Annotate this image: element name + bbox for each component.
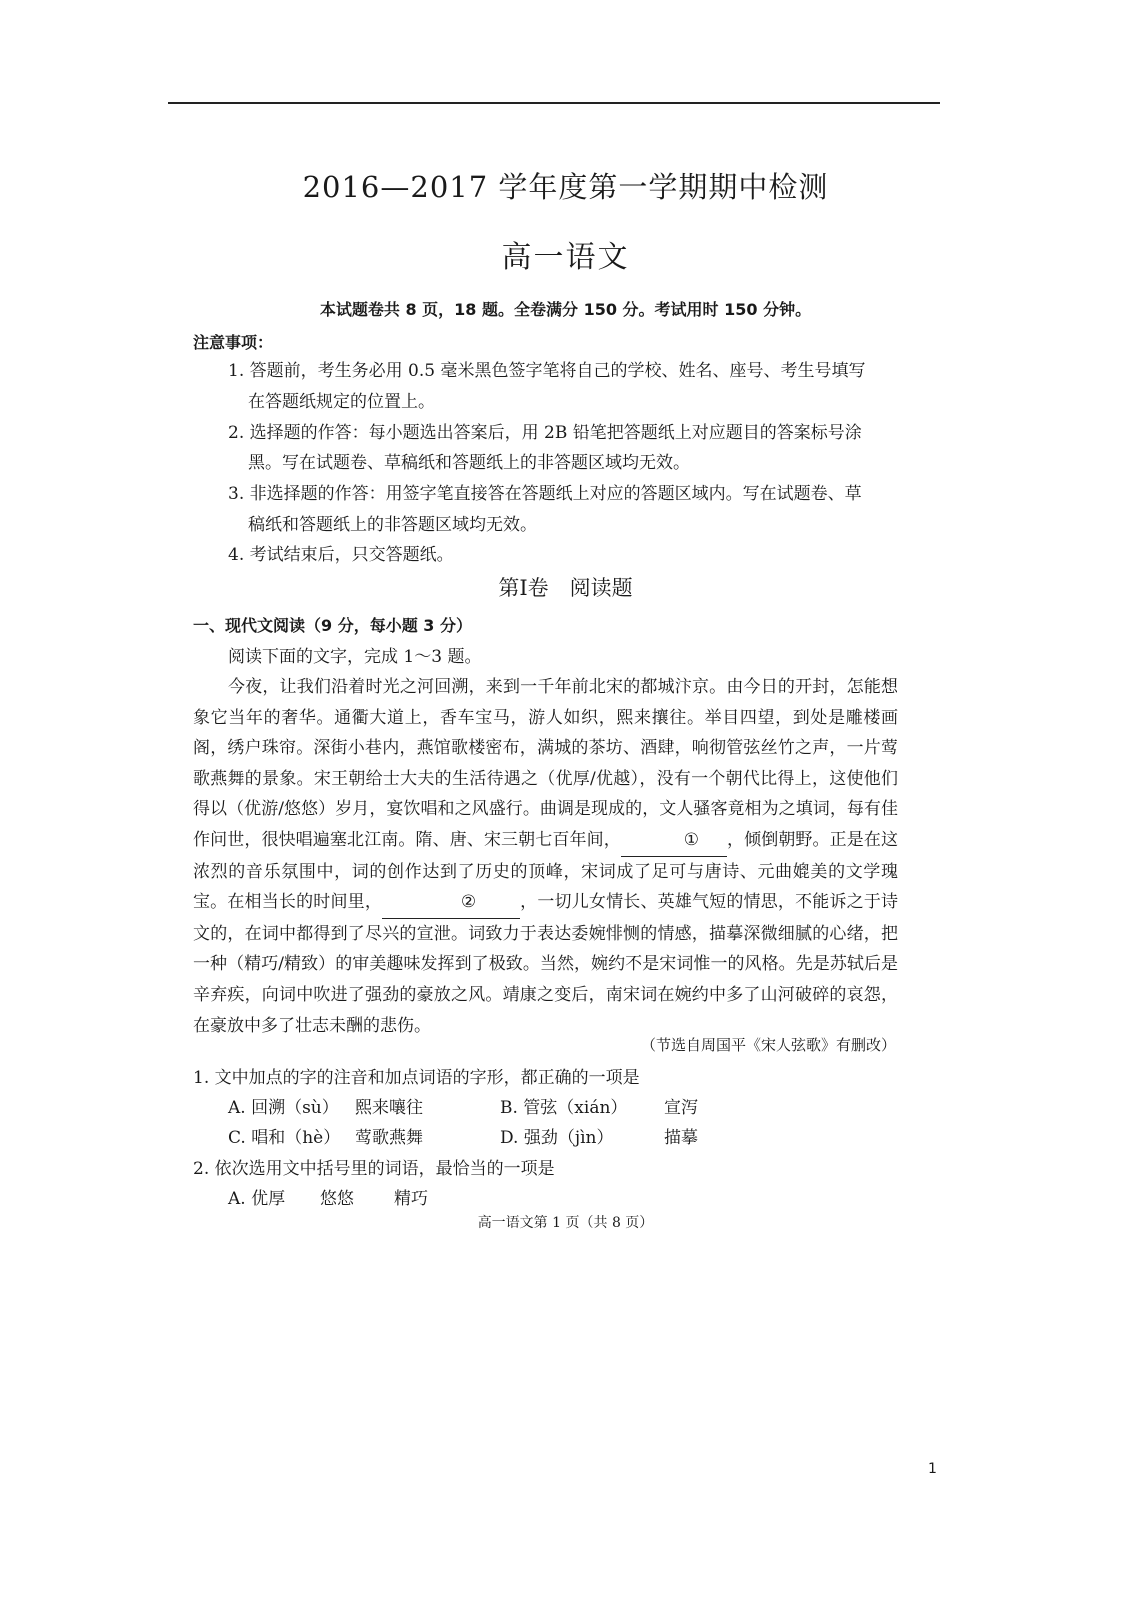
page-number: 1: [928, 1461, 937, 1477]
top-rule: [168, 102, 940, 104]
q1-option-d-word: 描摹: [664, 1128, 698, 1148]
passage-source: （节选自周国平《宋人弦歌》有删改）: [640, 1036, 896, 1054]
q1-option-a-label: A. 回溯（sù）: [228, 1098, 339, 1118]
q1-option-c-label: C. 唱和（hè）: [228, 1128, 341, 1148]
blank-2: ②: [382, 887, 520, 919]
question-2-stem: 2. 依次选用文中括号里的词语，最恰当的一项是: [193, 1159, 555, 1179]
passage-part-c: ，一切儿女情长、英雄气短的情思，不能诉之于诗文的，在词中都得到了尽兴的宣泄。词致力于表达委婉悱恻的情感，描摹深微细腻的心绪，把一种（精巧/精致）的审美趣味发挥到了极致。当然，婉约不是宋词惟一的风格。先是苏轼后是辛弃疾，向词中吹进了强劲的豪放之风。靖康之变后，南宋词在婉约中多了山河破碎的哀怨，在豪放中多了壮志未酬的悲伤。: [193, 892, 898, 1036]
notice-item-4: 4. 考试结束后，只交答题纸。: [228, 545, 454, 565]
passage-part-b: ，倾倒朝野。正是在这浓烈的音乐氛围中，词的创作达到了历史的顶峰，宋词成了足可与唐诗、元曲媲美的文学瑰宝。在相当长的时间里，: [193, 829, 899, 913]
q1-option-b-word: 宣泻: [664, 1098, 698, 1118]
notice-item-1-cont: 在答题纸规定的位置上。: [248, 392, 435, 412]
question-1-stem: 1. 文中加点的字的注音和加点词语的字形，都正确的一项是: [193, 1068, 640, 1088]
q1-option-b-label: B. 管弦（xián）: [500, 1098, 628, 1118]
exam-intro: 本试题卷共 8 页，18 题。全卷满分 150 分。考试用时 150 分钟。: [319, 300, 812, 319]
q2-option-a-word-2: 悠悠: [320, 1189, 354, 1209]
page-footer: 高一语文第 1 页（共 8 页）: [477, 1215, 654, 1231]
q2-option-a-word-3: 精巧: [394, 1189, 428, 1209]
part1-heading: 一、现代文阅读（9 分，每小题 3 分）: [193, 616, 472, 635]
exam-title: 2016—2017 学年度第一学期期中检测: [302, 170, 829, 204]
section-title: 第Ⅰ卷 阅读题: [498, 576, 633, 600]
subject-title: 高一语文: [501, 240, 630, 275]
reading-instruction: 阅读下面的文字，完成 1～3 题。: [228, 647, 482, 667]
notice-item-2: 2. 选择题的作答：每小题选出答案后，用 2B 铅笔把答题纸上对应题目的答案标号涂: [228, 423, 862, 443]
passage-part-a: 今夜，让我们沿着时光之河回溯，来到一千年前北宋的都城汴京。由今日的开封，怎能想象它当年的奢华。通衢大道上，香车宝马，游人如织，熙来攘往。举目四望，到处是雕楼画阁，绣户珠帘。深街小巷内，燕馆歌楼密布，满城的茶坊、酒肆，响彻管弦丝竹之声，一片莺歌燕舞的景象。宋王朝给士大夫的生活待遇之（优厚/优越），没有一个朝代比得上，这使他们得以（优游/悠悠）岁月，宴饮唱和之风盛行。曲调是现成的，文人骚客竟相为之填词，每有佳作问世，很快唱遍塞北江南。隋、唐、宋三朝七百年间，: [193, 677, 898, 850]
q2-option-a-label: A. 优厚: [228, 1189, 286, 1209]
blank-1: ①: [621, 825, 727, 857]
notice-item-2-cont: 黑。写在试题卷、草稿纸和答题纸上的非答题区域均无效。: [248, 453, 690, 473]
notice-item-3: 3. 非选择题的作答：用签字笔直接答在答题纸上对应的答题区域内。写在试题卷、草: [228, 484, 862, 504]
notice-item-3-cont: 稿纸和答题纸上的非答题区域均无效。: [248, 515, 537, 535]
q1-option-d-label: D. 强劲（jìn）: [500, 1128, 614, 1148]
reading-passage: [193, 672, 898, 1041]
q1-option-a-word: 熙来嚷往: [355, 1098, 423, 1118]
q1-option-c-word: 莺歌燕舞: [355, 1128, 423, 1148]
notice-item-1: 1. 答题前，考生务必用 0.5 毫米黑色签字笔将自己的学校、姓名、座号、考生号填写: [228, 361, 866, 381]
notice-title: 注意事项：: [193, 333, 274, 352]
